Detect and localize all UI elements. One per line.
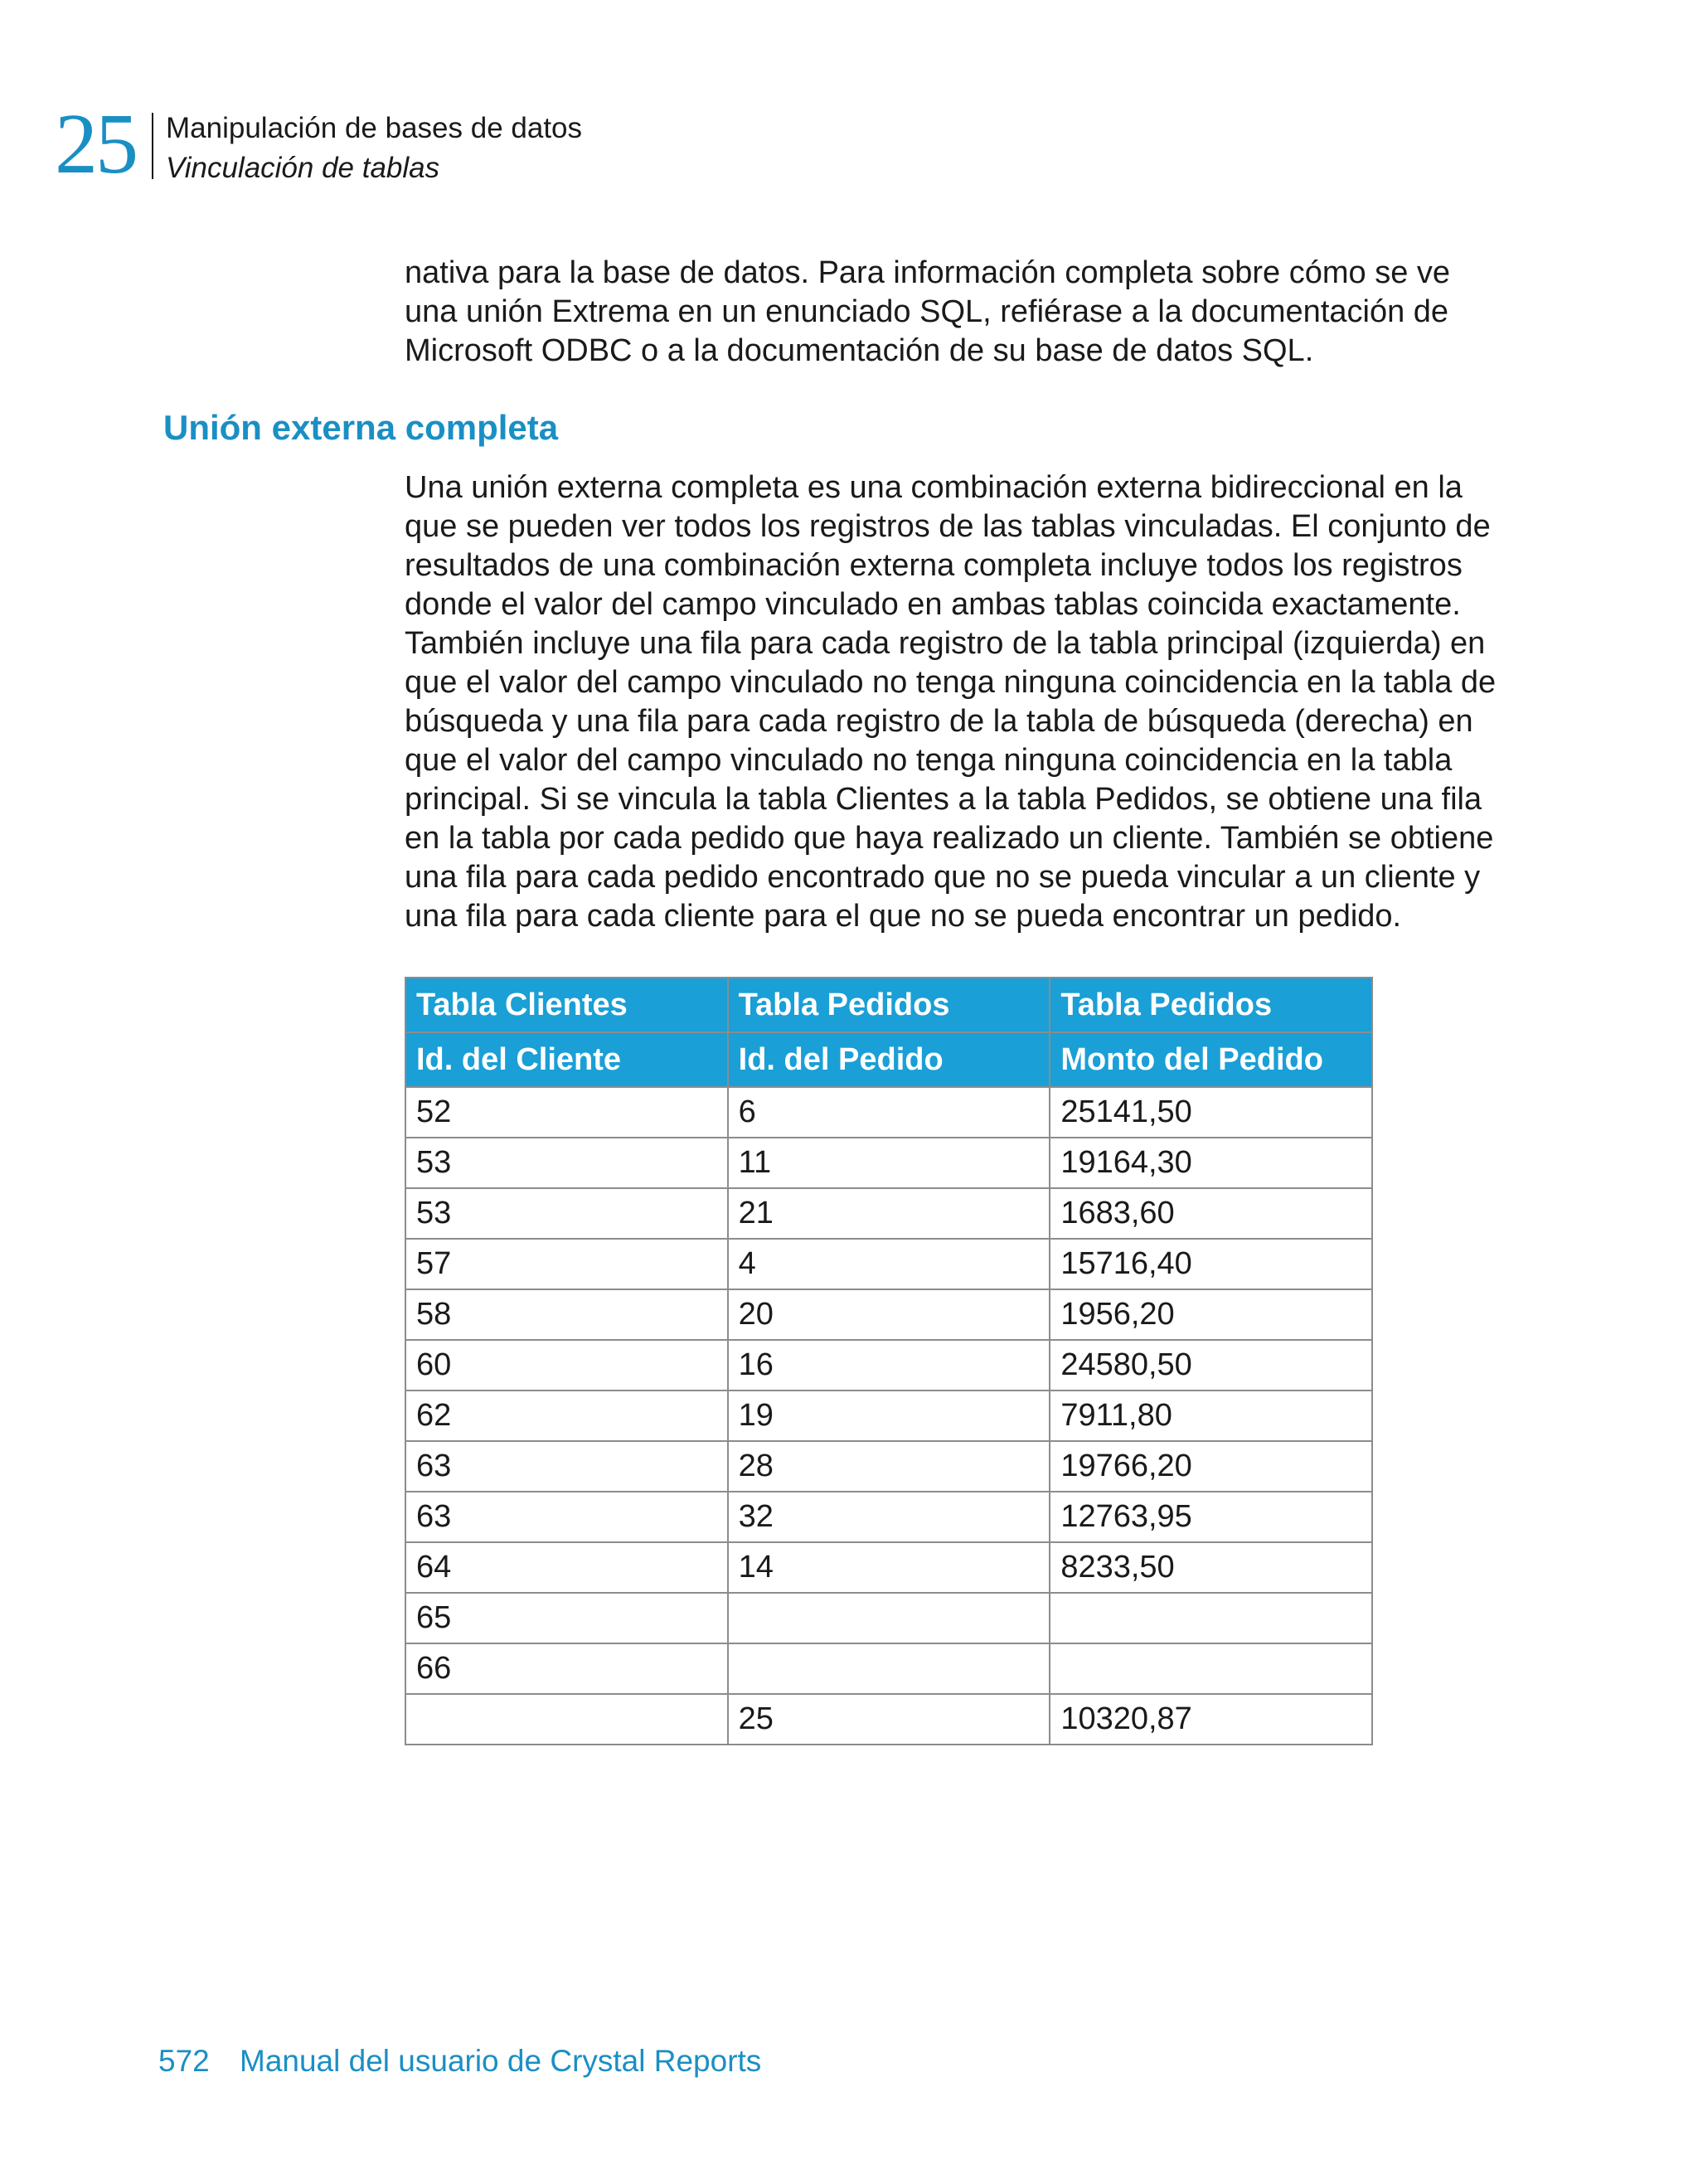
table-cell <box>1050 1643 1372 1694</box>
header-divider <box>152 113 153 179</box>
table-cell: 32 <box>728 1492 1050 1542</box>
join-results-table <box>405 977 1373 1745</box>
table-cell: 21 <box>728 1188 1050 1239</box>
table-cell: 1956,20 <box>1050 1289 1372 1340</box>
table-cell: 63 <box>405 1492 728 1542</box>
main-paragraph: Una unión externa completa es una combinación externa bidireccional en la que se pueden ver todos los registros de las tablas vinculadas. El conjunto de resultados de una combinación externa completa incluye todos los registros donde el valor del campo vinculado en ambas tablas coincida exactamente. También incluye una fila para cada registro de la tabla principal (izquierda) en que el valor del campo vinculado no tenga ninguna coincidencia en la tabla de búsqueda y una fila para cada registro de la tabla de búsqueda (derecha) en que el valor del campo vinculado no tenga ninguna coincidencia en la tabla principal. Si se vincula la tabla Clientes a la tabla Pedidos, se obtiene una fila en la tabla por cada pedido que haya realizado un cliente. También se obtiene una fila para cada pedido encontrado que no se pueda vincular a un cliente y una fila para cada cliente para el que no se pueda encontrar un pedido. <box>405 470 1497 934</box>
chapter-title: Manipulación de bases de datos <box>166 112 583 144</box>
table-cell: 64 <box>405 1542 728 1593</box>
table-cell: 19766,20 <box>1050 1441 1372 1492</box>
table-cell <box>728 1593 1050 1643</box>
table-cell: 11 <box>728 1138 1050 1188</box>
section-heading: Unión externa completa <box>163 408 559 447</box>
table-cell: 10320,87 <box>1050 1694 1372 1745</box>
table-row <box>405 1390 1372 1441</box>
table-header-cell: Tabla Pedidos <box>728 978 1050 1032</box>
table-cell: 4 <box>728 1239 1050 1289</box>
table-cell: 20 <box>728 1289 1050 1340</box>
table-row <box>405 1542 1372 1593</box>
chapter-number: 25 <box>55 96 136 192</box>
table-header-cell: Id. del Pedido <box>728 1032 1050 1087</box>
table-cell <box>728 1643 1050 1694</box>
table-row <box>405 1239 1372 1289</box>
table-cell <box>405 1694 728 1745</box>
table-row <box>405 1340 1372 1390</box>
table-cell: 58 <box>405 1289 728 1340</box>
table-cell: 16 <box>728 1340 1050 1390</box>
table-cell: 14 <box>728 1542 1050 1593</box>
table-row <box>405 1289 1372 1340</box>
table-row <box>405 1643 1372 1694</box>
table-cell: 25 <box>728 1694 1050 1745</box>
table-header-cell: Tabla Pedidos <box>1050 978 1372 1032</box>
page-number: 572 <box>158 2044 210 2078</box>
table-cell: 8233,50 <box>1050 1542 1372 1593</box>
table-cell: 60 <box>405 1340 728 1390</box>
table-header-cell: Monto del Pedido <box>1050 1032 1372 1087</box>
table-row <box>405 1087 1372 1138</box>
table-row <box>405 1593 1372 1643</box>
table-cell <box>1050 1593 1372 1643</box>
table-cell: 53 <box>405 1138 728 1188</box>
table-header-row-2 <box>405 1032 1372 1087</box>
table-cell: 24580,50 <box>1050 1340 1372 1390</box>
table-cell: 28 <box>728 1441 1050 1492</box>
table-cell: 65 <box>405 1593 728 1643</box>
table-cell: 53 <box>405 1188 728 1239</box>
table-header-cell: Tabla Clientes <box>405 978 728 1032</box>
table-cell: 63 <box>405 1441 728 1492</box>
table-cell: 52 <box>405 1087 728 1138</box>
table-row <box>405 1492 1372 1542</box>
table-cell: 19164,30 <box>1050 1138 1372 1188</box>
table-cell: 1683,60 <box>1050 1188 1372 1239</box>
table-header-cell: Id. del Cliente <box>405 1032 728 1087</box>
table-row <box>405 1694 1372 1745</box>
table-row <box>405 1441 1372 1492</box>
section-title: Vinculación de tablas <box>166 152 440 184</box>
table-cell: 15716,40 <box>1050 1239 1372 1289</box>
table-cell: 66 <box>405 1643 728 1694</box>
table-cell: 6 <box>728 1087 1050 1138</box>
table-row <box>405 1188 1372 1239</box>
table-cell: 62 <box>405 1390 728 1441</box>
table-header-row-1 <box>405 978 1372 1032</box>
table-cell: 25141,50 <box>1050 1087 1372 1138</box>
table-cell: 12763,95 <box>1050 1492 1372 1542</box>
book-title: Manual del usuario de Crystal Reports <box>240 2044 762 2078</box>
table-cell: 57 <box>405 1239 728 1289</box>
table-cell: 19 <box>728 1390 1050 1441</box>
table-row <box>405 1138 1372 1188</box>
table-cell: 7911,80 <box>1050 1390 1372 1441</box>
intro-paragraph: nativa para la base de datos. Para información completa sobre cómo se ve una unión Extrema en un enunciado SQL, refiérase a la documentación de Microsoft ODBC o a la documentación de su base de datos SQL. <box>405 255 1451 368</box>
